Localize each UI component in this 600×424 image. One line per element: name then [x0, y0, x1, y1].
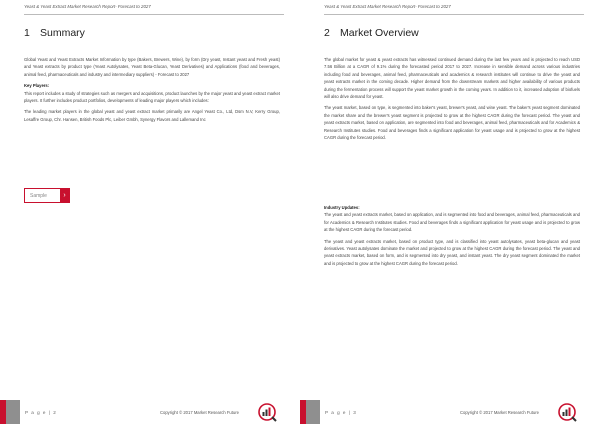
updates-paragraph-2: The yeast and yeast extracts market, based on product type, and is classified into yeast autolysates, yeast beta-glucan and yeast derivatives. Yeast autolysates dominate the market and projected to grow at the highest CAGR during the forecast period. The yeast and yeast extracts market, based on form, and is segmented into dry yeast, and instant yeast. The dry yeast segment dominated the market and is projected to grow at the highest CAGR during the forecast period.	[324, 238, 580, 266]
page-footer	[300, 400, 600, 424]
running-header: Yeast & Yeast Extract Market Research Report- Forecast to 2027	[24, 4, 284, 15]
overview-body	[324, 56, 580, 145]
mrfr-logo-icon	[556, 402, 578, 422]
sample-label: Sample	[30, 193, 47, 199]
updates-paragraph-1: The yeast and yeast extracts market, based on application, and is segmented into food and beverages, animal feed, pharmaceuticals and for Academics & Research Institutes studies. Food and beverages finds a significant application for yeast usage and is projected to grow at the highest CAGR during the forecast period.	[324, 212, 580, 233]
copyright-text: Copyright © 2017 Market Research Future	[160, 410, 239, 415]
section-title-text: Market Overview	[340, 27, 419, 39]
section-number: 1	[24, 27, 30, 39]
chevron-right-icon[interactable]: ›	[60, 189, 69, 202]
page-3	[300, 0, 600, 424]
section-number: 2	[324, 27, 330, 39]
page-footer	[0, 400, 300, 424]
copyright-text: Copyright © 2017 Market Research Future	[460, 410, 539, 415]
running-header: Yeast & Yeast Extract Market Research Report- Forecast to 2027	[324, 4, 584, 15]
overview-paragraph-1: The global market for yeast & yeast extracts has witnessed continued demand during the last few years and is projected to reach USD 7.56 Billion at a CAGR of 9.1% during the forecasted period 2017 to 2027. Increase in sensible demand across various industries including food and beverages, animal feed, pharmaceuticals and academics & research institutes will continue to drive the yeast and yeast extracts market in the coming decade. Higher demand from the downstream markets and higher availability of various products during the fermentation process will support the yeast market growth in the coming years. In addition to it, increased adoption of biofuels will also drive demand for yeast.	[324, 57, 580, 100]
page-number: P a g e | 3	[325, 410, 357, 415]
mrfr-logo-icon	[256, 402, 278, 422]
players-list-text: The leading market players in the global yeast and yeast extract market primarily are Angel Yeast Co., Ltd, Dsm N.V, Kerry Group, Lesaffre Group, Chr. Hansen, British Foods Plc, Leiber Gmbh, Synergy Flavors and Lallemand Inc	[24, 109, 280, 122]
section-title	[24, 27, 85, 39]
key-players-label: Key Players:	[24, 83, 50, 89]
footer-grey-bar	[6, 400, 20, 424]
overview-paragraph-2: The yeast market, based on type, is segmented into baker's yeast, brewer's yeast, and wine yeast. The baker's yeast segment dominated the market share and the brewer's yeast segment is projected to grow at the highest CAGR during the forecast period. The yeast and yeast extracts market, based on application, are segmented into food and beverages, animal feed, pharmaceuticals and for Academics & Research Institutes studies. Food and beverages finds a significant application for yeast usage and is projected to grow at the highest CAGR during the forecast period.	[324, 105, 580, 141]
page-number: P a g e | 2	[25, 410, 57, 415]
industry-updates	[324, 200, 580, 271]
key-players-text: This report includes a study of strategies such as mergers and acquisitions, product launches by the major yeast and yeast extract market players. It further includes product portfolios, developments of leading major players which includes:	[24, 90, 280, 104]
industry-updates-label: Industry Updates:	[324, 205, 360, 210]
footer-grey-bar	[306, 400, 320, 424]
section-title	[324, 27, 419, 39]
summary-intro: Global Yeast and Yeast Extracts Market Information by type (Bakers, Brewers, Wine), by form (Dry yeast, Instant yeast and Fresh yeast) and Yeast extracts by product type (Yeast Autolysates, Yeast Beta-Glucan, Yeast Derivatives) and Applications (food and beverages, animal feed, pharmaceuticals and industry and intermediary suppliers) - Forecast to 2027	[24, 57, 280, 77]
summary-body	[24, 56, 280, 127]
sample-button[interactable]	[24, 188, 70, 203]
section-title-text: Summary	[40, 27, 85, 39]
